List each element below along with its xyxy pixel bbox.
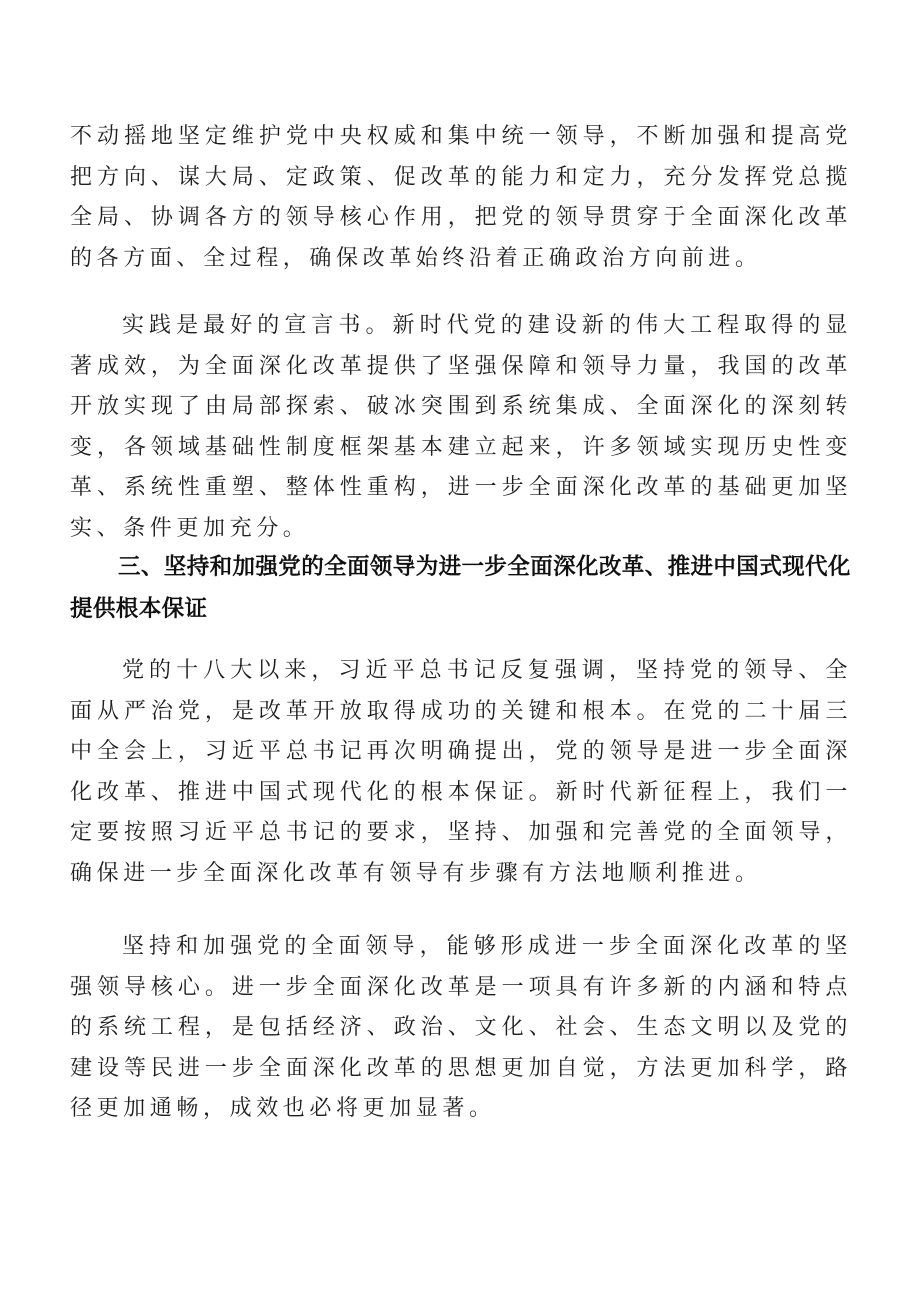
paragraph-1: 不动摇地坚定维护党中央权威和集中统一领导，不断加强和提高党把方向、谋大局、定政策、促改革的能力和定力，充分发挥党总揽全局、协调各方的领导核心作用，把党的领导贯穿于全面深化改革的各方面、全过程，确保改革始终沿着正确政治方向前进。 [70,124,852,271]
section-heading: 三、坚持和加强党的全面领导为进一步全面深化改革、推进中国式现代化提供根本保证 [70,554,851,622]
paragraph-4: 坚持和加强党的全面领导，能够形成进一步全面深化改革的坚强领导核心。进一步全面深化改革是一项具有许多新的内涵和特点的系统工程，是包括经济、政治、文化、社会、生态文明以及党的建设等民进一步全面深化改革的思想更加自觉，方法更加科学，路径更加通畅，成效也必将更加显著。 [70,934,852,1121]
paragraph-3: 党的十八大以来，习近平总书记反复强调，坚持党的领导、全面从严治党，是改革开放取得成功的关键和根本。在党的二十届三中全会上，习近平总书记再次明确提出，党的领导是进一步全面深化改革、推进中国式现代化的根本保证。新时代新征程上，我们一定要按照习近平总书记的要求，坚持、加强和完善党的全面领导，确保进一步全面深化改革有领导有步骤有方法地顺利推进。 [70,658,852,886]
paragraph-2: 实践是最好的宣言书。新时代党的建设新的伟大工程取得的显著成效，为全面深化改革提供了坚强保障和领导力量，我国的改革开放实现了由局部探索、破冰突围到系统集成、全面深化的深刻转变，各领域基础性制度框架基本建立起来，许多领域实现历史性变革、系统性重塑、整体性重构，进一步全面深化改革的基础更加坚实、条件更加充分。 [70,313,852,541]
